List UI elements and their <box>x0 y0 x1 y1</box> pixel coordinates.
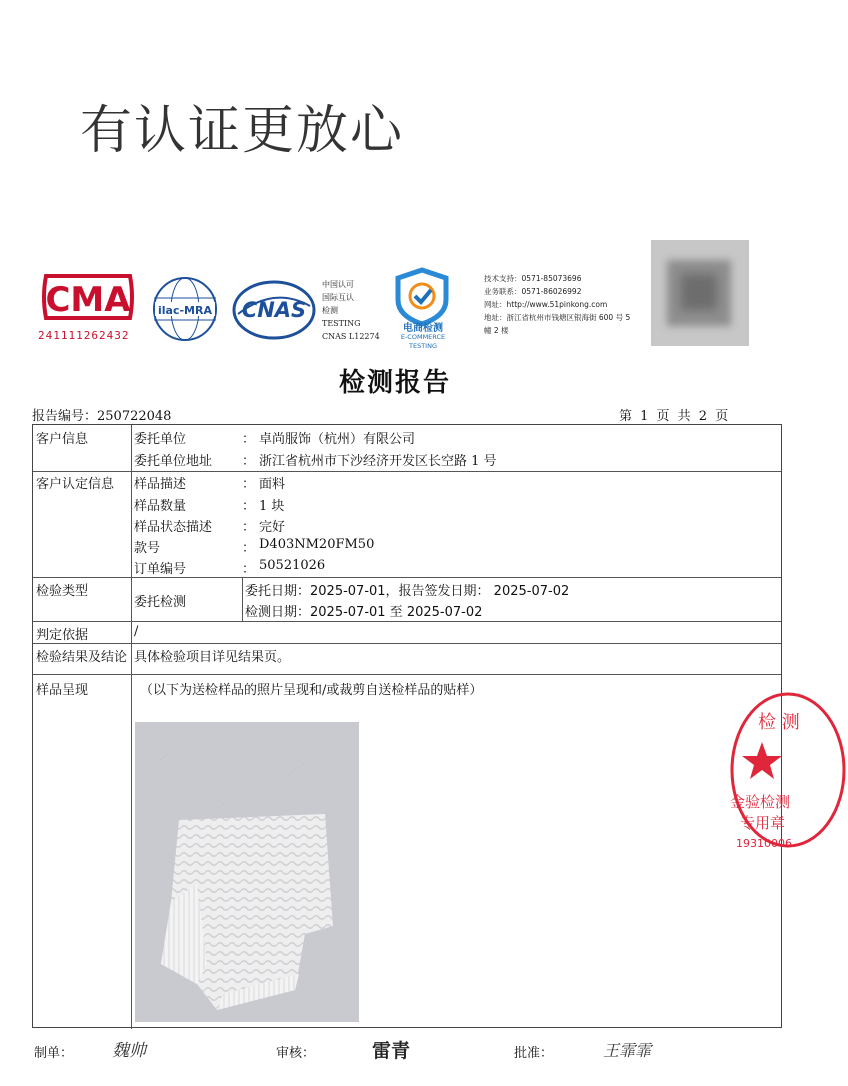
confirmed-info-label: 客户认定信息 <box>36 477 115 492</box>
sample-qty-value: 1 块 <box>259 499 285 514</box>
contact-info <box>484 272 646 337</box>
sample-desc-label: 样品描述 <box>134 477 187 492</box>
prepared-signature: 魏帅 <box>112 1041 146 1061</box>
cma-logo <box>38 272 138 322</box>
sample-qty-label: 样品数量 <box>134 499 187 514</box>
sample-show-label: 样品呈现 <box>36 683 89 698</box>
reviewed-signature: 雷青 <box>372 1040 411 1062</box>
cnas-text: CNAS <box>241 298 307 322</box>
client-unit-value: 卓尚服饰（杭州）有限公司 <box>259 432 416 447</box>
cnas-caption-line: 中国认可 <box>322 280 354 289</box>
cnas-caption-line: 国际互认 <box>322 293 354 302</box>
prepared-label: 制单： <box>34 1046 74 1061</box>
order-no-value: 50521026 <box>259 558 326 573</box>
client-unit-label: 委托单位 <box>134 432 187 447</box>
colon: ： <box>242 454 256 469</box>
cnas-caption <box>322 278 380 343</box>
qr-code-blurred <box>651 240 749 346</box>
cnas-caption-line: TESTING <box>322 319 361 328</box>
basis-label: 判定依据 <box>36 628 89 643</box>
contact-line: 技术支持：0571-85073696 <box>484 274 582 283</box>
test-date: 检测日期：2025-07-01 至 2025-07-02 <box>245 605 483 620</box>
cnas-caption-line: 检测 <box>322 306 338 315</box>
svg-text:专用章: 专用章 <box>740 814 786 832</box>
contact-line: 网址：http://www.51pinkong.com <box>484 300 608 309</box>
contact-line: 地址：浙江省杭州市钱塘区银海街 600 号 5 <box>484 313 631 322</box>
cma-number: 241111262432 <box>38 329 130 342</box>
contact-line: 业务联系：0571-86026992 <box>484 287 582 296</box>
fabric-sample-image <box>157 814 335 1014</box>
colon: ： <box>242 432 256 447</box>
sample-state-value: 完好 <box>259 520 286 535</box>
result-label: 检验结果及结论 <box>36 650 128 665</box>
ecommerce-testing-label <box>386 324 460 351</box>
client-address-label: 委托单位地址 <box>134 454 213 469</box>
client-address-value: 浙江省杭州市下沙经济开发区长空路 1 号 <box>259 454 497 469</box>
inspection-seal-stamp <box>728 690 848 850</box>
sample-show-value: （以下为送检样品的照片呈现和/或裁剪自送检样品的贴样） <box>140 683 483 698</box>
style-no-label: 款号 <box>134 541 161 556</box>
page-number: 第 1 页 共 2 页 <box>619 409 729 424</box>
inspection-type-label: 检验类型 <box>36 584 89 599</box>
client-info-label: 客户信息 <box>36 432 89 447</box>
svg-text:19310006: 19310006 <box>736 837 792 850</box>
ecommerce-label-en: E-COMMERCE TESTING <box>400 333 446 350</box>
colon: ： <box>242 520 256 535</box>
cnas-caption-line: CNAS L12274 <box>322 332 380 341</box>
approved-signature: 王霏霏 <box>603 1041 652 1060</box>
page-headline: 有认证更放心 <box>80 101 405 161</box>
report-number: 报告编号：250722048 <box>32 409 172 424</box>
order-no-label: 订单编号 <box>134 562 187 577</box>
report-title: 检测报告 <box>338 368 451 398</box>
reviewed-label: 审核： <box>276 1046 316 1061</box>
cma-text: CMA <box>45 280 131 320</box>
entrust-date: 委托日期：2025-07-01，报告签发日期： 2025-07-02 <box>245 584 570 599</box>
svg-text:金验检测: 金验检测 <box>730 793 791 811</box>
contact-line: 幢 2 楼 <box>484 326 509 335</box>
ecommerce-label-cn: 电商检测 <box>403 323 443 334</box>
result-value: 具体检验项目详见结果页。 <box>134 650 291 665</box>
ilac-mra-logo <box>152 276 218 342</box>
sample-desc-value: 面料 <box>259 477 286 492</box>
approved-label: 批准： <box>514 1046 554 1061</box>
sample-photo: · · · · · · · · · · · · · · · · · · · · · · · · · · · · <box>135 722 359 1022</box>
cnas-logo <box>232 280 316 340</box>
colon: ： <box>242 477 256 492</box>
sample-state-label: 样品状态描述 <box>134 520 213 535</box>
colon: ： <box>242 499 256 514</box>
colon: ： <box>242 541 256 556</box>
svg-text:检 测: 检 测 <box>758 712 800 733</box>
style-no-value: D403NM20FM50 <box>259 537 375 552</box>
inspection-type-value: 委托检测 <box>134 595 187 610</box>
colon: ： <box>242 562 256 577</box>
basis-value: / <box>134 624 139 639</box>
ilac-text: ilac-MRA <box>158 304 212 317</box>
